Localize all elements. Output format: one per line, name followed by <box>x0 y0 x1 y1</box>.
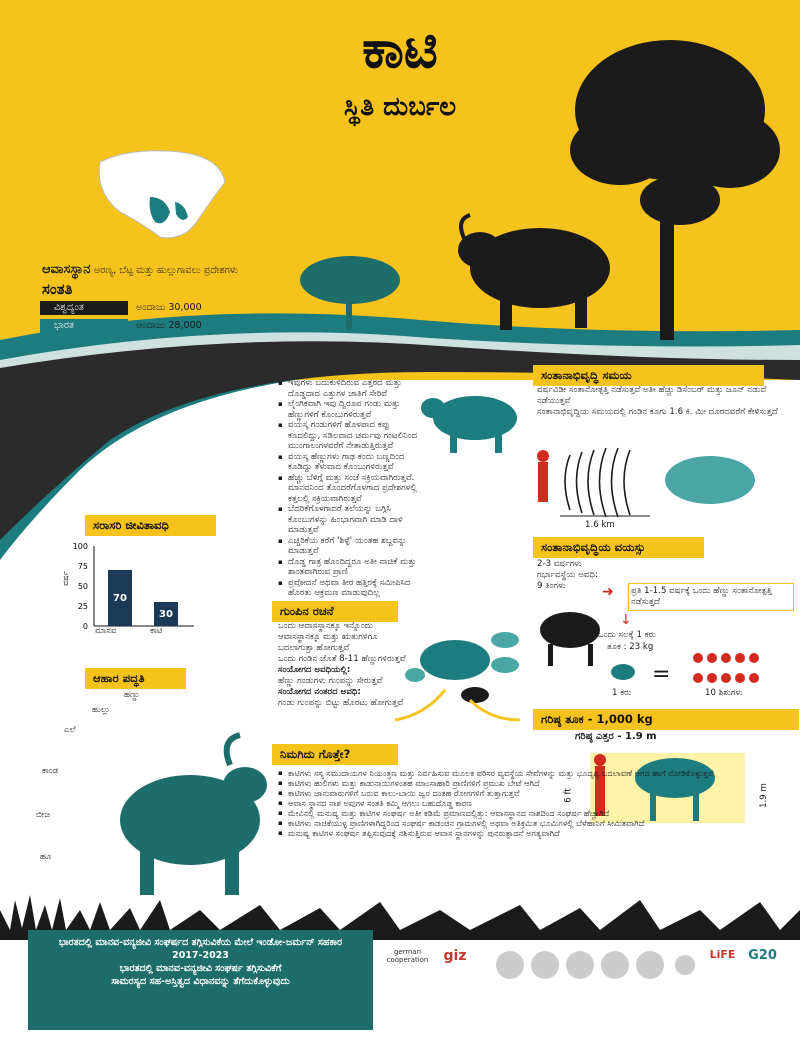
india-value: ಅಂದಾಜು 28,000 <box>136 320 202 331</box>
habitat-label: ಆವಾಸಸ್ಥಾನ <box>42 262 91 277</box>
lifespan-bar-label: 70 <box>113 593 127 604</box>
ten-babies-label: 10 ಶಿಶುಗಳು <box>705 688 743 698</box>
did-you-know-item: ▪ ಮನುಷ್ಯ ಕಾಟಿಗಳ ಸಂಘರ್ಷ ತಪ್ಪಿಸುವುದಕ್ಕೆ ನಶಿಸುತ್ತಿರುವ ಆವಾಸ ಸ್ಥಾನಗಳನ್ನು ಪುನರುತ್ಪಾದನೆ ಅಗತ್ಯವಾಗಿದೆ <box>282 828 800 838</box>
y-axis-label: ವರ್ಷ <box>61 571 70 586</box>
y-tick-label: 75 <box>77 562 88 571</box>
diet-heading: ಆಹಾರ ಪದ್ಧತಿ <box>85 668 186 689</box>
call-distance-illustration <box>530 440 790 520</box>
human-height: 6 ft <box>563 788 574 803</box>
diet-grass: ಹುಲ್ಲು <box>92 705 111 715</box>
footer-box <box>28 930 373 1030</box>
did-you-know-heading: ನಿಮಗಿದು ಗೊತ್ತೇ? <box>272 744 398 765</box>
lifespan-bar-label: 30 <box>159 609 173 620</box>
g20-logo: G20 <box>748 948 777 963</box>
baby-icons <box>690 650 765 690</box>
footer-line-4: ಸಾಮರಸ್ಯದ ಸಹ-ಅಸ್ತಿತ್ವದ ವಿಧಾನವನ್ನು ತೆಗೆದುಕೊಳ್ಳುವುದು <box>111 976 290 987</box>
diet-fruit: ಹಣ್ಣು <box>124 690 140 700</box>
fact-item: ▪ ವಯಸ್ಕ ಹೆಣ್ಣುಗಳು ಗಾಢ ಕಂದು ಬಣ್ಣದಿಂದ ಕೂಡಿದ್ದು ತೆಳುವಾದ ಕೊಂಬುಗಳಿರುತ್ತವೆ <box>282 452 422 473</box>
y-tick-label: 50 <box>77 582 88 591</box>
fact-item: ▪ ಇವುಗಳು ಬದುಕುಳಿದಿರುವ ಎತ್ತರದ ಮತ್ತು ದೊಡ್ಡದಾದ ಎತ್ತುಗಳ ಜಾತಿಗೆ ಸೇರಿವೆ <box>282 378 422 399</box>
partner-logos <box>485 948 705 984</box>
mating-text: ಹೆಣ್ಣು ಗಂಡುಗಳು ಗುಂಪನ್ನು ಸೇರುತ್ತವೆ <box>278 676 383 686</box>
mother-gaur-illustration <box>530 600 605 670</box>
herd-illustration <box>395 620 530 730</box>
lifespan-heading: ಸರಾಸರಿ ಜೀವಿತಾವಧಿ <box>85 515 216 536</box>
after-mating-text: ಗಂಡು ಗುಂಪನ್ನು ಬಿಟ್ಟು ಹೊರಟು ಹೋಗುತ್ತವೆ <box>278 698 404 708</box>
breeding-age: 2-3 ವರ್ಷಗಳು <box>537 559 582 569</box>
population-india <box>40 319 202 333</box>
did-you-know-item: ▪ ಕಾಟಿಗಳು ಸಸ್ಯ ಸಮುದಾಯಗಳ ನಿಯಂತ್ರಣ ಮತ್ತು ನಿರ್ವಹಿಸುವ ಮೂಲಕ ಪರಿಸರ ವ್ಯವಸ್ಥೆಯ ಸೇವೆಗಳನ್ನು ಮತ್ತು ಭೂದೃಶ್ಯ ಬದಲಾವಣೆ ಆಗದ ಹಾಗೆ ನೋಡಿಕೊಳ್ಳುತ್ತವೆ <box>282 768 800 778</box>
did-you-know-list <box>272 768 800 838</box>
did-you-know-item: ▪ ಮೇವಿನಲ್ಲಿ ಮನುಷ್ಯ ಮತ್ತು ಕಾಟಿಗಳ ಸಂಘರ್ಷ ಅತೀ ಕಡಿಮೆ ಪ್ರಮಾಣದಲ್ಲಿತ್ತು: ಆವಾಸಸ್ಥಾನದ ನಾಶದಿಂದ ಸಂಘರ್ಷ ಹೆಚ್ಚಾಗಿದೆ <box>282 808 800 818</box>
diet-gaur-illustration <box>90 730 270 900</box>
world-label: ವಿಶ್ವದ್ಯಂತ <box>40 301 128 315</box>
life-logo: LiFE <box>709 948 736 961</box>
gaur-silhouette <box>458 215 610 330</box>
lifespan-cat-2: ಕಾಟಿ <box>150 626 163 636</box>
did-you-know-item: ▪ ಕಾಟಿಗಳು ನಾಚಿಕೆಯುಳ್ಳ ಪ್ರಾಣಿಗಳಾಗಿದ್ದರಿಂದ ಸಂಘರ್ಷ ಕಾಡಂಚಿನ ಗ್ರಾಮಗಳಲ್ಲಿ ಅಥವಾ ಅತಿಕ್ರಮಿತ ಭೂಮಿಗಳಲ್ಲಿ ಬೆಳೆಹಾನಿಗೆ ಸೀಮಿತವಾಗಿದೆ <box>282 818 800 828</box>
breeding-season-heading: ಸಂತಾನಾಭಿವೃದ್ಧಿ ಸಮಯ <box>533 365 764 386</box>
group-line-2: ಒಂದು ಗಂಡಿನ ಜೊತೆ 8-11 ಹೆಣ್ಣುಗಳಿರುತ್ತವೆ <box>278 654 406 664</box>
y-tick-label: 100 <box>72 542 88 551</box>
group-heading: ಗುಂಪಿನ ರಚನೆ <box>272 601 398 622</box>
after-mating-label: ಸಂಯೋಗದ ನಂತರದ ಅವಧಿ: <box>278 687 361 697</box>
diet-stem: ಕಾಂಡ <box>42 766 59 776</box>
fact-item: ▪ ಪ್ರವೋದನೆ ಅಥವಾ ತೀರ ಹತ್ತಿರಕ್ಕೆ ಸಮೀಪಿಸಿದ ಹೊರತು ಆಕ್ರಮಣ ಮಾಡುವುದಿಲ್ಲ <box>282 578 422 599</box>
breeding-season-text <box>537 385 782 418</box>
conservation-status: ಸ್ಥಿತಿ ದುರ್ಬಲ <box>343 92 457 122</box>
group-text <box>278 621 408 709</box>
fact-item: ▪ ವಯಸ್ಕ ಗಂಡುಗಳಿಗೆ ಹೊಳಪಾದ ಕಪ್ಪು ಕೂದಲಿದ್ದು, ಸಡಿಲವಾದ ಚರ್ಮವು ಗಂಟಲಿನಿಂದ ಮುಂಗಾಲುಗಳವರೆಗೆ ನೇತಾಡುತ್ತಿರುತ್ತವೆ <box>282 420 422 452</box>
world-value: ಅಂದಾಜು 30,000 <box>136 302 202 313</box>
habitat-value: ಅರಣ್ಯ, ಬೆಟ್ಟ ಮತ್ತು ಹುಲ್ಲುಗಾವಲು ಪ್ರದೇಶಗಳು <box>93 265 239 276</box>
y-tick-label: 0 <box>82 622 88 631</box>
breeding-age-text <box>537 559 637 592</box>
distribution-map <box>90 142 230 252</box>
breeding-age-heading: ಸಂತಾನಾಭಿವೃದ್ಧಿಯ ವಯಸ್ಸು <box>533 537 704 558</box>
calf-weight: ತೂಕ : 23 kg <box>607 642 654 652</box>
fact-item: ▪ ದೊಡ್ಡ ಗಾತ್ರ ಹೊಂದಿದ್ದರೂ ಅತೀ ನಾಚಿಕೆ ಮತ್ತು ಶಾಂತವಾಗಿರುವ ಪ್ರಾಣಿ <box>282 557 422 578</box>
diet-seed: ಬೀಜ <box>36 810 51 820</box>
did-you-know-item: ▪ ಕಾಟಿಗಳು ಜಾನುವಾರುಗಳಿಗೆ ಬರುವ ಕಾಲು-ಬಾಯಿ ಜ್ವರ ದಂತಹ ರೋಗಗಳಿಗೆ ತುತ್ತಾಗುತ್ತವೆ <box>282 788 800 798</box>
gestation-label: ಗರ್ಭಾವಸ್ಥೆಯ ಅವಧಿ: <box>537 570 598 580</box>
footer-line-1: ಭಾರತದಲ್ಲಿ ಮಾನವ-ವನ್ಯಜೀವಿ ಸಂಘರ್ಷದ ತಗ್ಗಿಸುವಿಕೆಯ ಮೇಲೆ ಇಂಡೋ-ಜರ್ಮನ್ ಸಹಕಾರ <box>58 937 343 948</box>
did-you-know-item: ▪ ಆವಾಸ ಸ್ಥಾನದ ನಾಶ ಅವುಗಳ ಸಂತತಿ ಕಮ್ಮಿ ಆಗಲು ಬಹುದೊಡ್ಡ ಕಾರಣ <box>282 798 800 808</box>
tree-silhouette <box>570 40 780 340</box>
facts-list <box>272 378 422 599</box>
breeding-interval: ಪ್ರತಿ 1-1.5 ವರ್ಷಕ್ಕೆ ಒಂದು ಹೆಣ್ಣು ಸಂತಾನೋತ್ಪತ್ತಿ ನಡೆಸುತ್ತದೆ <box>628 583 794 611</box>
fact-item: ▪ ಲೈಂಗಿಕವಾಗಿ ಇವು ದ್ವಿರೂಪ ಗಂಡು ಮತ್ತು ಹೆಣ್ಣುಗಳಿಗೆ ಕೊಂಬುಗಳಿರುತ್ತವೆ <box>282 399 422 420</box>
did-you-know-item: ▪ ಕಾಟಿಗಳು ಹುಲಿಗಳು ಮತ್ತು ಕಾಡುನಾಯಿಗಳಂತಹ ಮಾಂಸಾಹಾರಿ ಪ್ರಾಣಿಗಳಿಗೆ ಪ್ರಮುಖ ಬೇಟೆ ಆಗಿದೆ <box>282 778 800 788</box>
fact-item: ▪ ಹೆಚ್ಚು ಬೆಳಿಗ್ಗೆ ಮತ್ತು ಸಂಜೆ ಸಕ್ರಿಯವಾಗಿರುತ್ತವೆ. ಮಾನವನಿಂದ ತೊಂದರೆಗೊಳಗಾದ ಪ್ರದೇಶಗಳಲ್ಲಿ ಕತ್ತಲಲ್ಲಿ ಸಕ್ರಿಯವಾಗಿರುತ್ತವೆ <box>282 473 422 505</box>
lifespan-chart <box>60 540 200 640</box>
lifespan-cat-1: ಮಾನವ <box>95 626 117 636</box>
gestation-value: 9 ತಿಂಗಳು <box>537 581 566 591</box>
habitat <box>42 262 238 277</box>
call-distance: 1.6 km <box>585 520 615 530</box>
german-cooperation-logo: german cooperation <box>386 948 429 964</box>
population-world <box>40 301 202 315</box>
diet-leaf: ಎಲೆ <box>64 725 76 735</box>
diet-flower: ಹೂ <box>40 852 52 862</box>
page-title: ಕಾಟಿ <box>362 20 438 80</box>
mating-label: ಸಂಯೋಗದ ಅವಧಿಯಲ್ಲಿ: <box>278 665 351 675</box>
max-height: ಗರಿಷ್ಠ ಎತ್ತರ - 1.9 m <box>575 731 657 742</box>
gaur-illustration <box>415 378 525 458</box>
arrow-down-icon: ↓ <box>620 612 632 628</box>
fact-item: ▪ ಬೆದರಿಕೆಗೊಳಗಾದರೆ ತಲೆಯನ್ನು ಬಗ್ಗಿಸಿ ಕೊಂಬುಗಳನ್ನು ಹಿಂಭಾಗವಾಗಿ ಮಾಡಿ ದಾಳಿ ಮಾಡುತ್ತವೆ <box>282 504 422 536</box>
fact-item: ▪ ಎಚ್ಚರಿಕೆಯ ಕರೆಗೆ 'ಶಿಳ್ಳೆ' ಯಂತಹ ಶಬ್ದವನ್ನು ಮಾಡುತ್ತವೆ <box>282 536 422 557</box>
group-line-1: ಒಂದು ಆವಾಸಸ್ಥಾನಕ್ಕೂ ಇನ್ನೊಂದು ಆವಾಸಸ್ಥಾನಕ್ಕೂ ಮತ್ತು ಋತುಗಳಿಗೂ ಬದಲಾಗುತ್ತಾ ಹೋಗುತ್ತವೆ <box>278 621 378 653</box>
y-tick-label: 25 <box>77 602 88 611</box>
one-calf-label: 1 ಕರು <box>612 688 632 698</box>
population-title: ಸಂತತಿ <box>42 280 73 298</box>
breeding-season-line-1: ವರ್ಷವಿಡೀ ಸಂತಾನೋತ್ಪತ್ತಿ ನಡೆಸುತ್ತವೆ ಅತೀ ಹೆಚ್ಚು ಡಿಸೆಂಬರ್ ಮತ್ತು ಜೂನ್ ನಡುವೆ ನಡೆಯುತ್ತವೆ <box>537 385 767 406</box>
india-label: ಭಾರತ <box>40 319 128 333</box>
calf-per-birth: ಒಂದು ಸಲಕ್ಕೆ 1 ಕರು <box>598 630 656 640</box>
giz-logo: giz <box>443 948 467 964</box>
breeding-season-line-2: ಸಂತಾನಾಭಿವೃದ್ಧಿಯ ಸಮಯದಲ್ಲಿ ಗಂಡಿನ ಕೂಗು 1.6 ಕಿ. ಮೀ ದೂರದವರೆಗೆ ಕೇಳಿಸುತ್ತದೆ <box>537 407 778 417</box>
calf-icon <box>608 660 638 685</box>
arrow-right-icon: ➜ <box>602 584 614 600</box>
footer-line-3: ಭಾರತದಲ್ಲಿ ಮಾನವ-ವನ್ಯಜೀವಿ ಸಂಘರ್ಷ ತಗ್ಗಿಸುವಿಕೆಗೆ <box>119 963 282 974</box>
gaur-height: 1.9 m <box>758 783 769 808</box>
footer-line-2: 2017-2023 <box>172 950 229 961</box>
equals-icon: = <box>652 662 671 687</box>
max-weight-heading: ಗರಿಷ್ಠ ತೂಕ - 1,000 kg <box>533 709 799 730</box>
